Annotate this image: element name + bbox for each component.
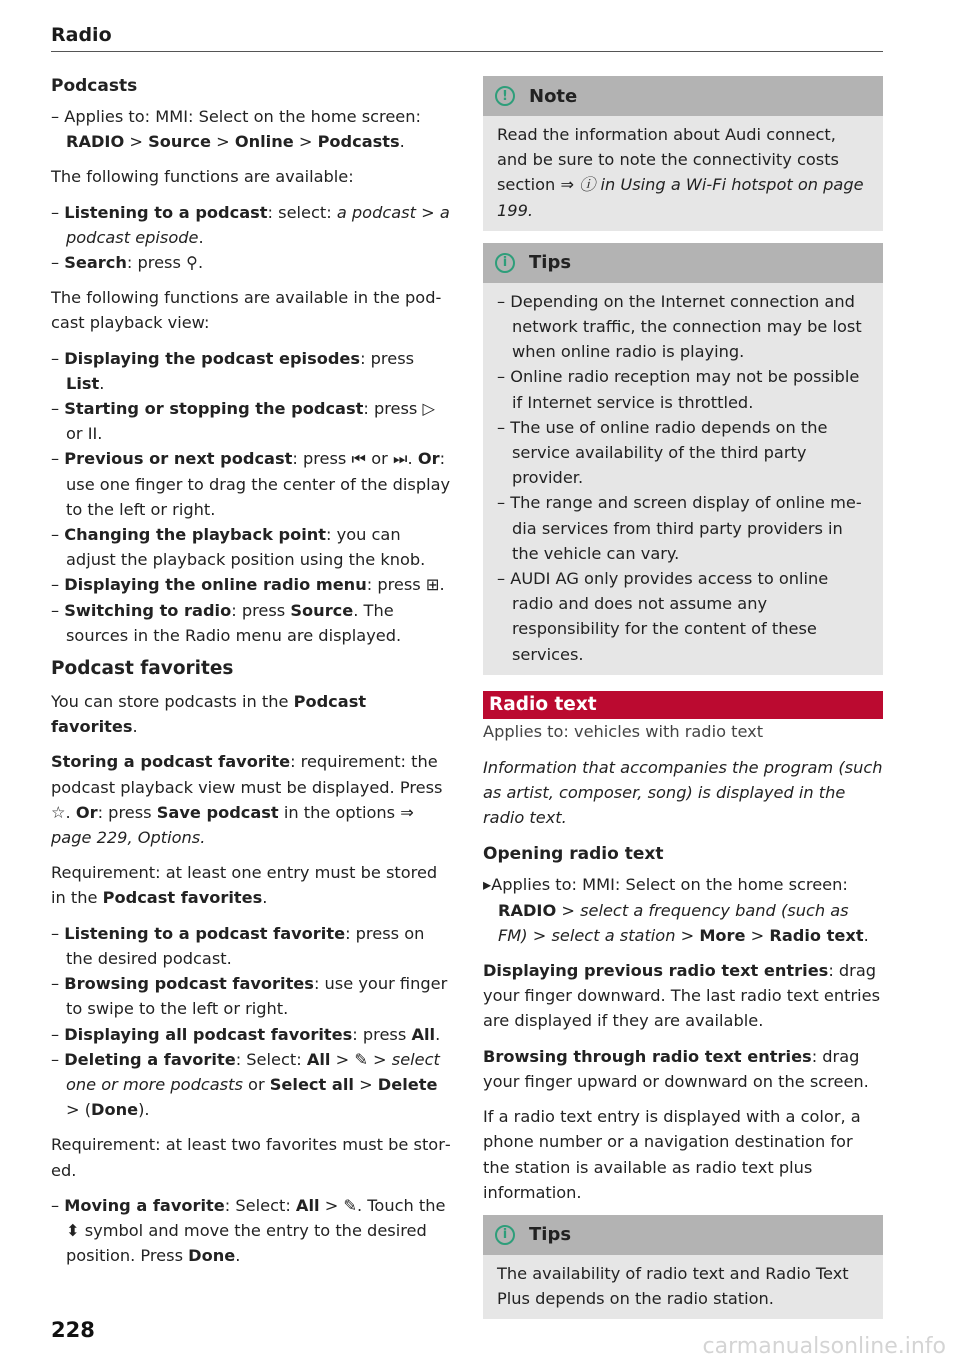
watermark: carmanualsonline.info (702, 1334, 946, 1359)
list-item: – Depending on the Internet connection and network traffic, the connection may be lost when online radio is playing. (497, 289, 869, 365)
radio-text-heading: Radio text (483, 691, 883, 719)
info-icon: i (495, 253, 515, 273)
left-column (51, 76, 451, 1278)
list-item: – Listening to a podcast: select: a podcast > a podcast episode. (51, 200, 451, 250)
opening-steps (483, 872, 883, 948)
note-box (483, 76, 883, 231)
tips-text: The availability of radio text and Radio Text Plus depends on the radio station. (497, 1263, 849, 1309)
page-reference: ⇒ page 229, Options (51, 802, 414, 848)
list-item: – The range and screen display of online media services from third party providers in the vehicle can vary. (497, 490, 869, 566)
browsing-entries: Browsing through radio text entries: drag your finger upward or downward on the screen. (483, 1046, 869, 1091)
functions-intro-2: The following functions are available in the podcast playback view: (51, 288, 442, 333)
page-title: Radio (51, 24, 112, 46)
star-icon: ☆ (51, 802, 66, 822)
note-title: Note (529, 85, 578, 107)
previous-icon: ⏮ (351, 449, 367, 469)
podcasts-applies: – Applies to: MMI: Select on the home screen: RADIO > Source > Online > Podcasts. (51, 104, 451, 154)
list-item: – Previous or next podcast: press ⏮ or ⏭. Or: use one finger to drag the center of the display to the left or right. (51, 446, 451, 522)
note-header (483, 76, 883, 116)
list-item: – Switching to radio: press Source. The sources in the Radio menu are displayed. (51, 598, 451, 648)
search-icon: ⚲ (186, 253, 198, 273)
edit-icon: ✎ (343, 1195, 357, 1215)
note-text: Read the information about Audi connect, and be sure to note the connectivity costs section ⇒ ⓘ in Using a Wi-Fi hotspot on page 199. (497, 125, 864, 220)
right-column (483, 76, 883, 1331)
list-item: – AUDI AG only provides access to online radio and does not assume any responsibility for the content of these services. (497, 566, 869, 667)
radio-text-intro: Information that accompanies the program (such as artist, composer, song) is displayed in the radio text. (483, 757, 883, 828)
podcasts-applies-list (51, 104, 451, 154)
tips-body-2 (483, 1255, 883, 1319)
list-item: – Online radio reception may not be possible if Internet service is throttled. (497, 364, 869, 414)
requirement-1: Requirement: at least one entry must be stored in the Podcast favorites. (51, 863, 438, 908)
move-arrows-icon: ⬍ (66, 1220, 80, 1240)
tips-box (483, 243, 883, 675)
pause-icon: II (87, 424, 98, 444)
list-item: – The use of online radio depends on the service availability of the third party provider. (497, 415, 869, 491)
radio-text-applies: Applies to: vehicles with radio text (483, 721, 764, 741)
list-item: – Displaying all podcast favorites: press All. (51, 1022, 451, 1047)
favorites-intro: You can store podcasts in the Podcast favorites. (51, 692, 367, 737)
list-item: ▸ Applies to: MMI: Select on the home screen: RADIO > select a frequency band (such as FM) > select a station > More > Radio text. (483, 872, 883, 948)
list-item: – Displaying the online radio menu: press ⊞. (51, 572, 451, 597)
tips-title: Tips (529, 252, 572, 274)
info-icon: i (495, 1225, 515, 1245)
podcast-favorites-heading: Podcast favorites (51, 658, 234, 680)
page-number: 228 (51, 1318, 95, 1342)
list-item: – Listening to a podcast favorite: press on the desired podcast. (51, 921, 451, 971)
note-body (483, 116, 883, 231)
previous-entries: Displaying previous radio text entries: drag your finger downward. The last radio text entries are displayed if they are available. (483, 961, 881, 1031)
favorites-list-2 (51, 1193, 451, 1269)
functions-intro-1: The following functions are available: (51, 167, 354, 187)
tips-title-2: Tips (529, 1224, 572, 1246)
grid-menu-icon: ⊞ (425, 575, 440, 595)
list-item: – Starting or stopping the podcast: press ▷ or II. (51, 396, 451, 446)
favorites-list-1 (51, 921, 451, 1123)
list-item: – Browsing podcast favorites: use your finger to swipe to the left or right. (51, 971, 451, 1021)
requirement-2: Requirement: at least two favorites must be stored. (51, 1135, 451, 1180)
podcasts-heading: Podcasts (51, 76, 138, 96)
page-reference: ⇒ ⓘ in Using a Wi-Fi hotspot on page 199. (497, 175, 864, 220)
opening-radio-text-heading: Opening radio text (483, 844, 664, 865)
radio-text-plus: If a radio text entry is displayed with a color, a phone number or a navigation destination for the station is available as radio text plus information. (483, 1107, 861, 1202)
tips-list (497, 289, 869, 667)
warning-icon: ! (495, 86, 515, 106)
list-item: – Moving a favorite: Select: All > ✎. Touch the ⬍ symbol and move the entry to the desired position. Press Done. (51, 1193, 451, 1269)
tips-body (483, 283, 883, 675)
next-icon: ⏭ (392, 449, 408, 469)
list-item: – Search: press ⚲. (51, 250, 451, 275)
storing-favorite: Storing a podcast favorite: requirement: the podcast playback view must be displayed. Press ☆. Or: press Save podcast in the options ⇒ page 229, Options. (51, 752, 443, 848)
tips-header-2 (483, 1215, 883, 1255)
functions-list-2 (51, 346, 451, 648)
tips-box-2 (483, 1215, 883, 1319)
list-item: – Changing the playback point: you can adjust the playback position using the knob. (51, 522, 451, 572)
tips-header (483, 243, 883, 283)
list-item: – Deleting a favorite: Select: All > ✎ > select one or more podcasts or Select all > Delete > (Done). (51, 1047, 451, 1123)
header-rule (51, 51, 883, 52)
play-icon: ▷ (422, 399, 435, 419)
edit-icon: ✎ (354, 1049, 368, 1069)
functions-list-1 (51, 200, 451, 276)
list-item: – Displaying the podcast episodes: press List. (51, 346, 451, 396)
